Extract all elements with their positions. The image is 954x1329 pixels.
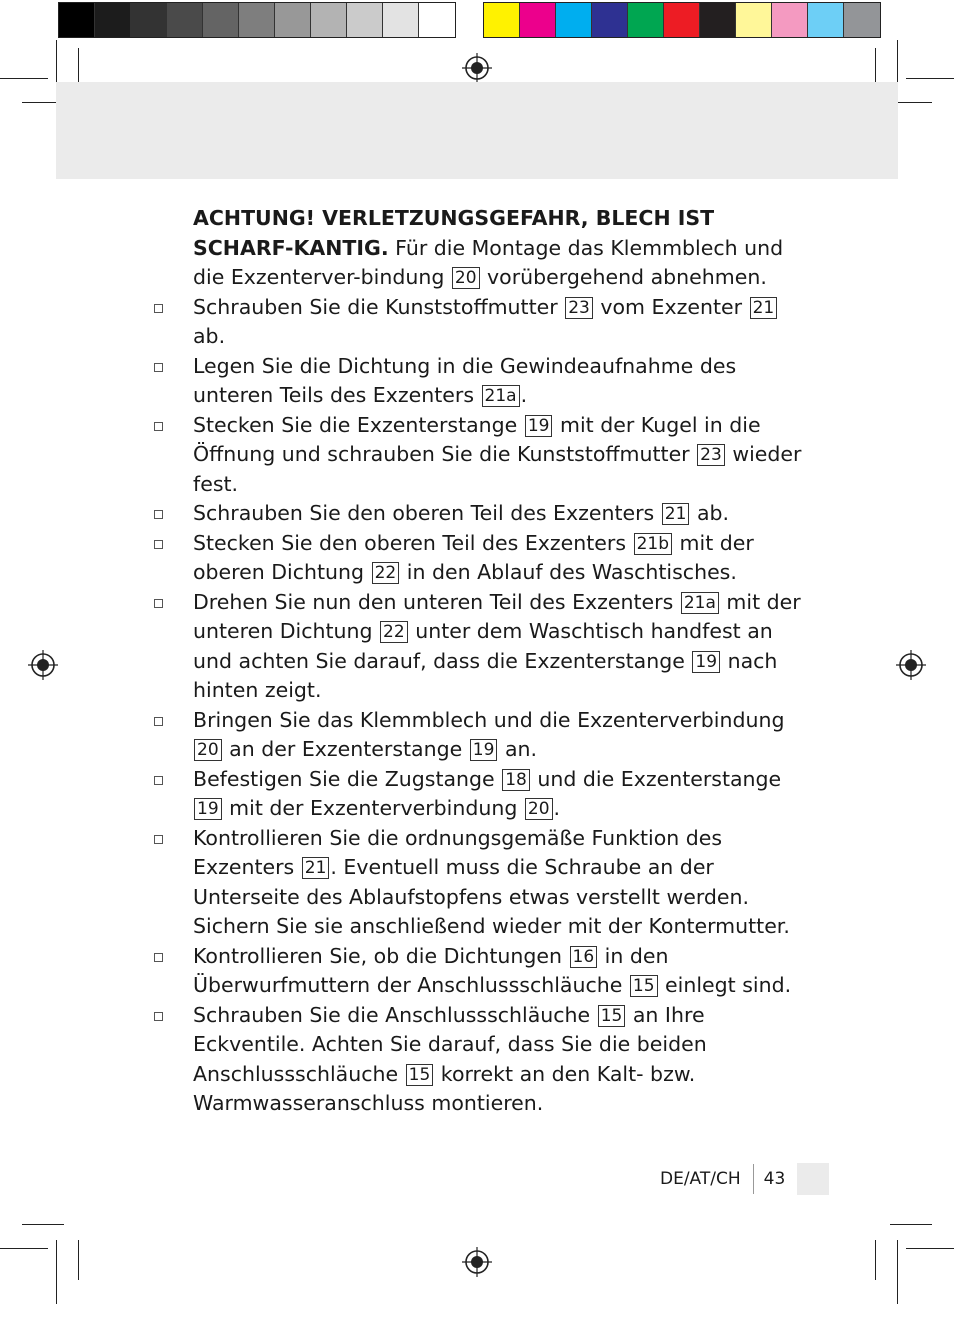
header-band [56, 82, 898, 179]
part-reference: 21 [662, 503, 690, 525]
step-text: . Eventuell muss die Schraube an der Unterseite des Ablaufstopfens etwas verstellt werden. Sichern Sie sie anschließend wieder mit der Kontermutter. [193, 855, 790, 938]
intro-text: vorübergehend abnehmen. [487, 265, 767, 289]
part-reference: 19 [525, 415, 553, 437]
part-reference: 21 [750, 297, 778, 319]
color-swatch [556, 3, 592, 37]
step-text: Schrauben Sie die Anschlussschläuche [193, 1002, 591, 1027]
step-text: und die Exzenterstange [537, 766, 782, 791]
crop-mark [22, 1224, 64, 1225]
step-text: mit der Kugel in die Öffnung und schrauben Sie die Kunststoffmutter [193, 412, 761, 466]
intro-text: Für die Montage das Klemmblech und die Exzenterver-bindung [193, 235, 784, 289]
crop-mark [890, 1224, 932, 1225]
language-label: DE/AT/CH [660, 1169, 741, 1189]
color-swatch [664, 3, 700, 37]
registration-mark-icon [28, 650, 58, 680]
checkbox-bullet-icon [154, 599, 163, 608]
list-item [150, 942, 810, 1001]
list-item [150, 499, 810, 529]
color-swatch [239, 3, 275, 37]
part-reference: 15 [630, 975, 658, 997]
color-swatch [419, 3, 455, 37]
step-list [150, 293, 810, 1119]
crop-mark [0, 1248, 48, 1249]
part-reference: 15 [598, 1005, 626, 1027]
checkbox-bullet-icon [154, 510, 163, 519]
color-swatch [844, 3, 880, 37]
part-reference: 20 [525, 798, 553, 820]
color-swatch [383, 3, 419, 37]
part-reference: 21b [634, 533, 672, 555]
step-text: . [520, 383, 528, 407]
checkbox-bullet-icon [154, 304, 163, 313]
step-text: an Ihre Eckventile. Achten Sie darauf, dass Sie die beiden Anschlussschläuche [193, 1002, 707, 1086]
step-text: Legen Sie die Dichtung in die Gewindeaufnahme des unteren Teils des Exzenters [193, 353, 737, 407]
part-reference: 21a [482, 385, 520, 407]
part-reference: 19 [194, 798, 222, 820]
step-text: in den Ablauf des Waschtisches. [406, 560, 737, 584]
page-tab-marker [797, 1163, 829, 1195]
step-text: Drehen Sie nun den unteren Teil des Exzenters [193, 589, 674, 614]
checkbox-bullet-icon [154, 363, 163, 372]
registration-mark-icon [462, 1247, 492, 1277]
color-calibration-bar [483, 2, 881, 38]
crop-mark [0, 78, 48, 79]
crop-mark [897, 1240, 898, 1304]
crop-mark [906, 78, 954, 79]
part-reference: 21 [302, 857, 330, 879]
color-swatch [275, 3, 311, 37]
list-item [150, 824, 810, 942]
color-swatch [131, 3, 167, 37]
color-swatch [808, 3, 844, 37]
list-item [150, 765, 810, 824]
part-reference: 19 [692, 651, 720, 673]
color-swatch [592, 3, 628, 37]
step-text: Schrauben Sie die Kunststoffmutter [193, 294, 558, 319]
step-text: korrekt an den Kalt- bzw. Warmwasseranschluss montieren. [193, 1061, 696, 1115]
step-text: Befestigen Sie die Zugstange [193, 766, 495, 791]
step-text: . [553, 796, 561, 820]
step-text: Kontrollieren Sie, ob die Dichtungen [193, 943, 562, 968]
page-footer [660, 1163, 829, 1195]
step-text: Kontrollieren Sie die ordnungsgemäße Funktion des Exzenters [193, 825, 723, 879]
crop-mark [875, 1240, 876, 1280]
part-reference: 20 [194, 739, 222, 761]
color-swatch [772, 3, 808, 37]
step-text: in den Überwurfmuttern der Anschlussschläuche [193, 943, 669, 997]
step-text: Schrauben Sie den oberen Teil des Exzenters [193, 501, 655, 525]
color-swatch [700, 3, 736, 37]
step-text: einlegt sind. [665, 973, 792, 997]
step-text: an der Exzenterstange [229, 737, 463, 761]
list-item [150, 706, 810, 765]
part-reference: 20 [452, 267, 480, 289]
list-item [150, 588, 810, 706]
step-text: Bringen Sie das Klemmblech und die Exzenterverbindung [193, 707, 785, 732]
color-swatch [520, 3, 556, 37]
color-swatch [347, 3, 383, 37]
list-item [150, 352, 810, 411]
step-text: Stecken Sie die Exzenterstange [193, 412, 518, 437]
crop-mark [897, 40, 898, 88]
step-text: ab. [193, 324, 226, 348]
checkbox-bullet-icon [154, 540, 163, 549]
list-item [150, 1001, 810, 1119]
step-text: vom Exzenter [600, 294, 743, 319]
step-text: an. [504, 737, 538, 761]
part-reference: 19 [470, 739, 498, 761]
checkbox-bullet-icon [154, 422, 163, 431]
registration-mark-icon [896, 650, 926, 680]
checkbox-bullet-icon [154, 953, 163, 962]
crop-mark [78, 1240, 79, 1280]
crop-mark [56, 1240, 57, 1304]
list-item [150, 411, 810, 500]
checkbox-bullet-icon [154, 1012, 163, 1021]
part-reference: 18 [502, 769, 530, 791]
color-swatch [484, 3, 520, 37]
part-reference: 22 [380, 621, 408, 643]
page-number: 43 [763, 1169, 786, 1189]
color-swatch [95, 3, 131, 37]
part-reference: 16 [570, 946, 598, 968]
instructions-body [150, 204, 810, 1119]
warning-paragraph [150, 204, 810, 293]
color-swatch [203, 3, 239, 37]
color-swatch [311, 3, 347, 37]
checkbox-bullet-icon [154, 776, 163, 785]
step-text: mit der Exzenterverbindung [229, 796, 518, 820]
crop-mark [906, 1248, 954, 1249]
list-item [150, 529, 810, 588]
list-item [150, 293, 810, 352]
registration-mark-icon [462, 53, 492, 83]
checkbox-bullet-icon [154, 717, 163, 726]
step-text: Stecken Sie den oberen Teil des Exzenters [193, 530, 627, 555]
part-reference: 23 [697, 444, 725, 466]
step-text: unter dem Waschtisch handfest an und achten Sie darauf, dass die Exzenterstange [193, 619, 773, 673]
color-swatch [736, 3, 772, 37]
grayscale-calibration-bar [58, 2, 456, 38]
checkbox-bullet-icon [154, 835, 163, 844]
step-text: mit der oberen Dichtung [193, 530, 754, 584]
step-text: nach hinten zeigt. [193, 648, 778, 702]
color-swatch [167, 3, 203, 37]
crop-mark [56, 40, 57, 88]
part-reference: 23 [565, 297, 593, 319]
step-text: mit der unteren Dichtung [193, 589, 801, 643]
color-swatch [59, 3, 95, 37]
part-reference: 22 [372, 562, 400, 584]
warning-title: ACHTUNG! VERLETZUNGSGEFAHR, BLECH IST SCHARF-KANTIG. [193, 206, 715, 260]
part-reference: 21a [681, 592, 719, 614]
step-text: ab. [696, 501, 730, 525]
step-text: wieder fest. [193, 442, 802, 496]
color-swatch [628, 3, 664, 37]
part-reference: 15 [406, 1064, 434, 1086]
